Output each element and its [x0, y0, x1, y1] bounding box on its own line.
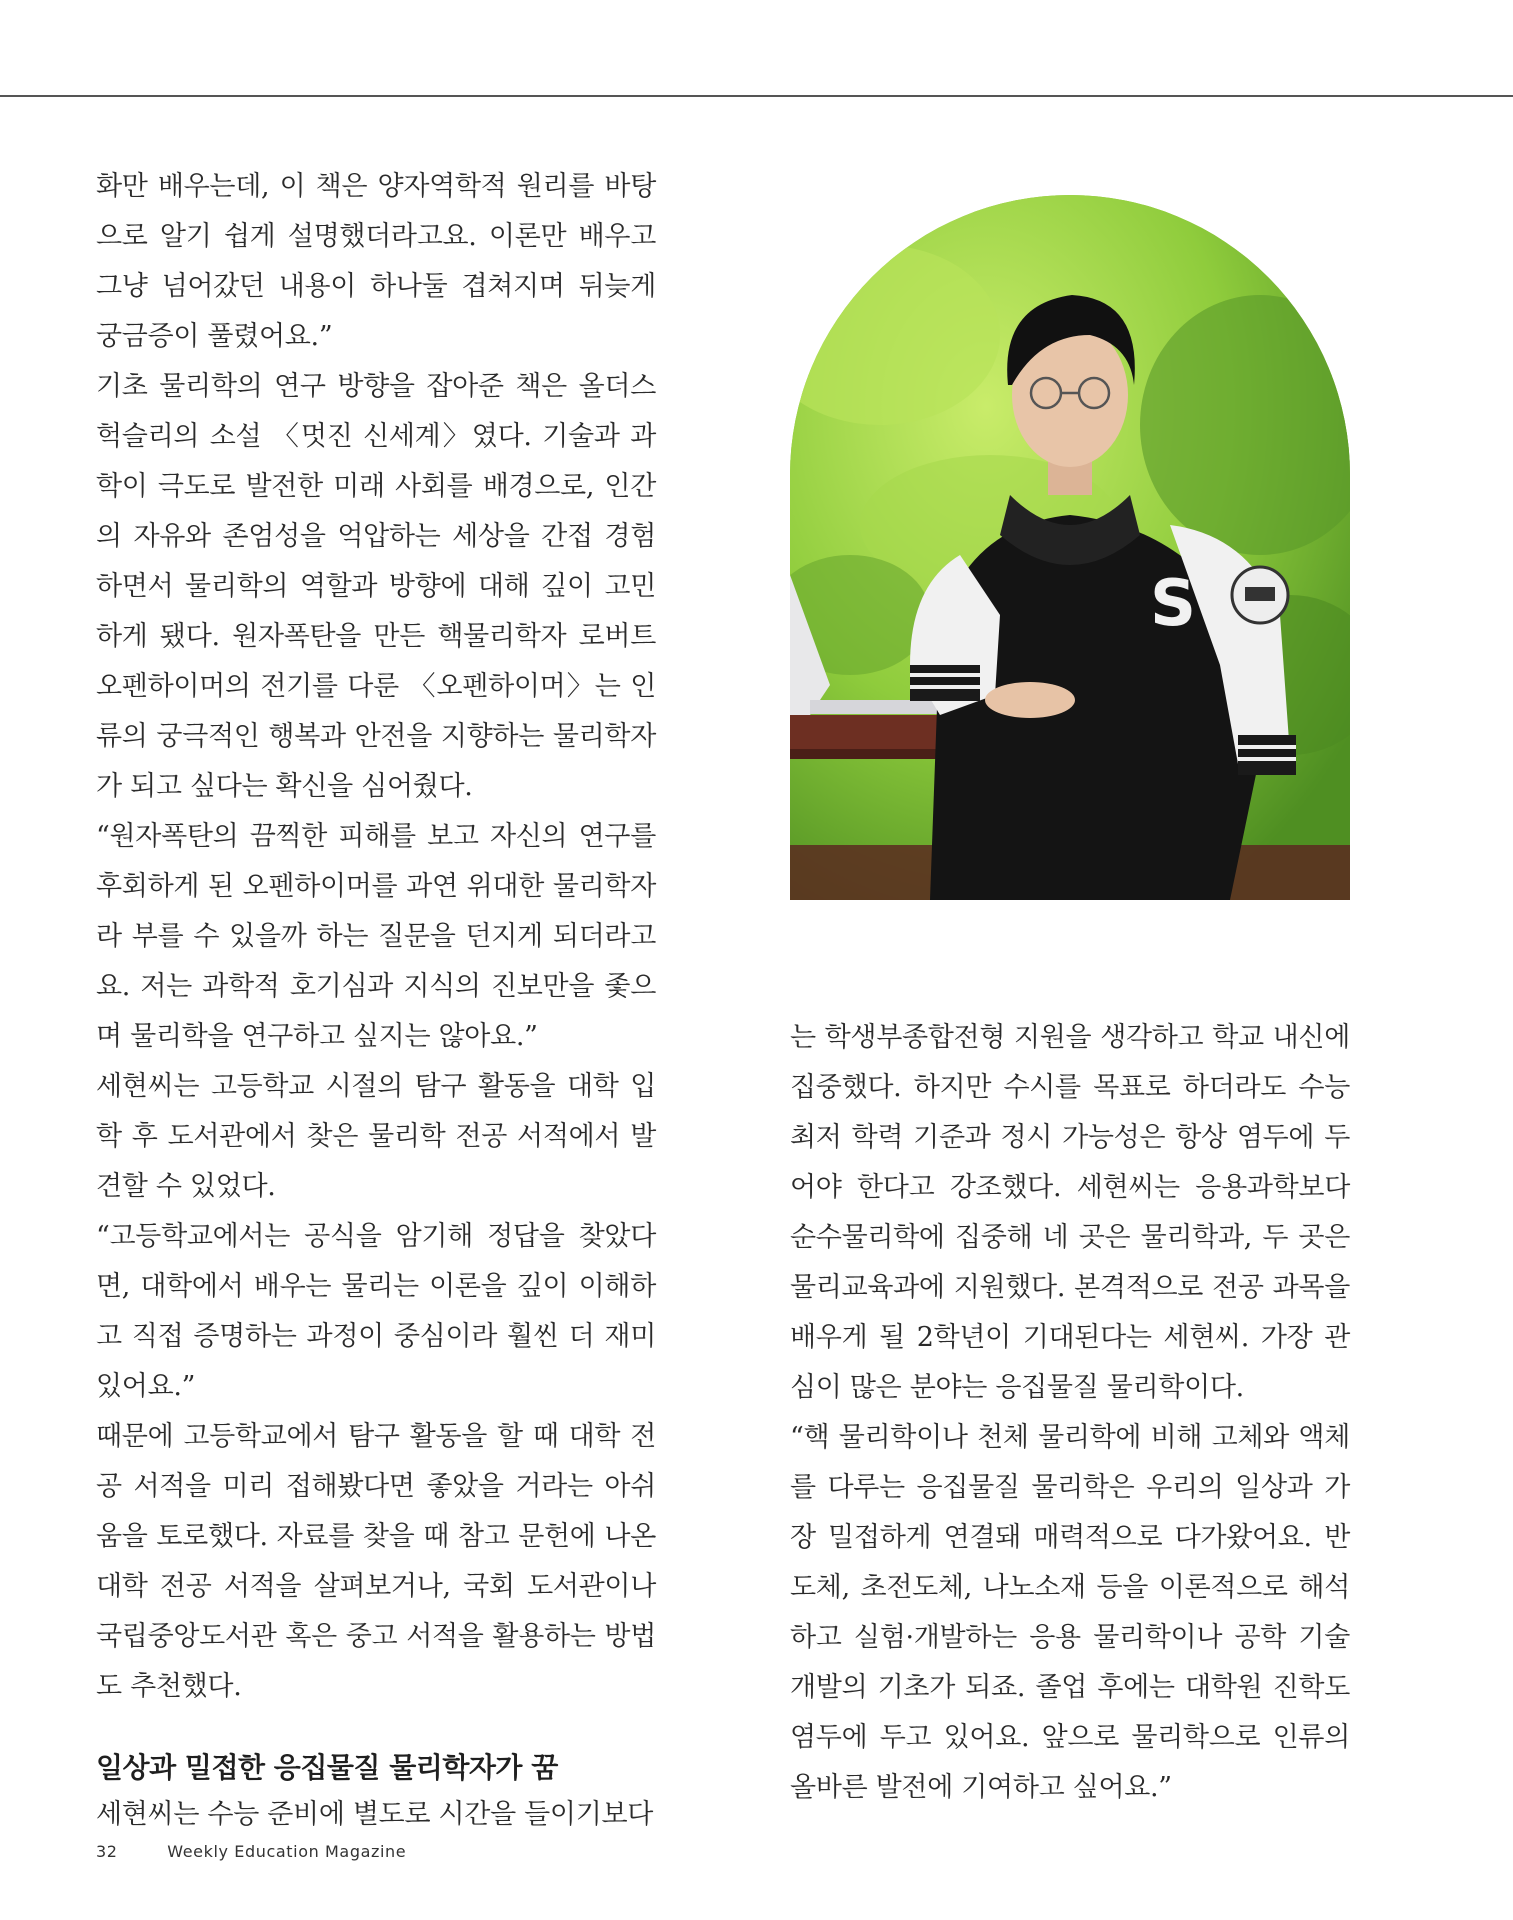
magazine-name: Weekly Education Magazine	[167, 1842, 407, 1861]
student-portrait-photo	[790, 195, 1350, 900]
portrait-illustration	[790, 195, 1350, 900]
section-subheading: 일상과 밀접한 응집물질 물리학자가 꿈	[96, 1751, 558, 1784]
paragraph: 기초 물리학의 연구 방향을 잡아준 책은 올더스 헉슬리의 소설 〈멋진 신세계〉였다. 기술과 과학이 극도로 발전한 미래 사회를 배경으로, 인간의 자유와 존엄성을 억압하는 세상을 간접 경험하면서 물리학의 역할과 방향에 대해 깊이 고민하게 됐다. 원자폭탄을 만든 핵물리학자 로버트 오펜하이머의 전기를 다룬 〈오펜하이머〉는 인류의 궁극적인 행복과 안전을 지향하는 물리학자가 되고 싶다는 확신을 심어줬다.	[96, 371, 656, 802]
right-column	[790, 1013, 1350, 1813]
page-number: 32	[96, 1842, 118, 1861]
page-footer	[96, 1842, 406, 1861]
quote-paragraph: “고등학교에서는 공식을 암기해 정답을 찾았다면, 대학에서 배우는 물리는 이론을 깊이 이해하고 직접 증명하는 과정이 중심이라 훨씬 더 재미있어요.”	[96, 1221, 656, 1402]
paragraph: 화만 배우는데, 이 책은 양자역학적 원리를 바탕으로 알기 쉽게 설명했더라고요. 이론만 배우고 그냥 넘어갔던 내용이 하나둘 겹쳐지며 뒤늦게 궁금증이 풀렸어요.”	[96, 171, 656, 352]
header-rule	[0, 95, 1513, 97]
paragraph: 세현씨는 수능 준비에 별도로 시간을 들이기보다	[96, 1799, 654, 1830]
jacket-letter: S	[1150, 567, 1197, 641]
paragraph: 때문에 고등학교에서 탐구 활동을 할 때 대학 전공 서적을 미리 접해봤다면 좋았을 거라는 아쉬움을 토로했다. 자료를 찾을 때 참고 문헌에 나온 대학 전공 서적을 살펴보거나, 국회 도서관이나 국립중앙도서관 혹은 중고 서적을 활용하는 방법도 추천했다.	[96, 1421, 656, 1702]
quote-paragraph: “핵 물리학이나 천체 물리학에 비해 고체와 액체를 다루는 응집물질 물리학은 우리의 일상과 가장 밀접하게 연결돼 매력적으로 다가왔어요. 반도체, 초전도체, 나노소재 등을 이론적으로 해석하고 실험·개발하는 응용 물리학이나 공학 기술 개발의 기초가 되죠. 졸업 후에는 대학원 진학도 염두에 두고 있어요. 앞으로 물리학으로 인류의 올바른 발전에 기여하고 싶어요.”	[790, 1422, 1350, 1803]
quote-paragraph: “원자폭탄의 끔찍한 피해를 보고 자신의 연구를 후회하게 된 오펜하이머를 과연 위대한 물리학자라 부를 수 있을까 하는 질문을 던지게 되더라고요. 저는 과학적 호기심과 지식의 진보만을 좇으며 물리학을 연구하고 싶지는 않아요.”	[96, 821, 656, 1052]
paragraph: 세현씨는 고등학교 시절의 탐구 활동을 대학 입학 후 도서관에서 찾은 물리학 전공 서적에서 발견할 수 있었다.	[96, 1071, 656, 1202]
left-column	[96, 162, 656, 1840]
paragraph: 는 학생부종합전형 지원을 생각하고 학교 내신에 집중했다. 하지만 수시를 목표로 하더라도 수능 최저 학력 기준과 정시 가능성은 항상 염두에 두어야 한다고 강조했다. 세현씨는 응용과학보다 순수물리학에 집중해 네 곳은 물리학과, 두 곳은 물리교육과에 지원했다. 본격적으로 전공 과목을 배우게 될 2학년이 기대된다는 세현씨. 가장 관심이 많은 분야는 응집물질 물리학이다.	[790, 1022, 1350, 1403]
